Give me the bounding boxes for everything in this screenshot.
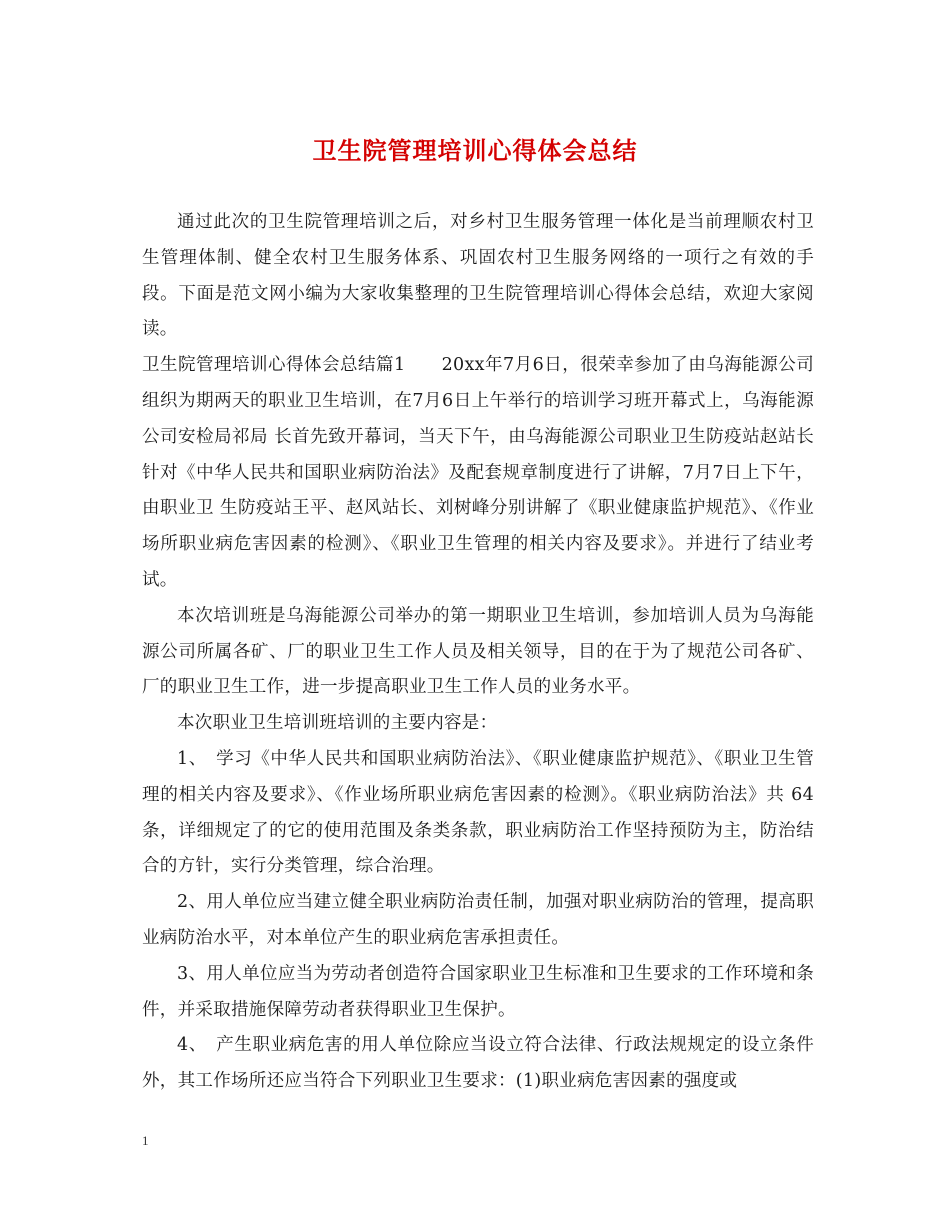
paragraph-main-content: 本次职业卫生培训班培训的主要内容是： bbox=[177, 713, 498, 734]
page-number: 1 bbox=[142, 1133, 149, 1148]
document-title: 卫生院管理培训心得体会总结 bbox=[312, 136, 638, 165]
paragraph-item-4: 4、 产生职业病危害的用人单位除应当设立符合法律、行政法规规定的设立条件外，其工作场所还应当符合下列职业卫生要求：(1)职业病危害因素的强度或 bbox=[142, 1035, 814, 1092]
document-body bbox=[142, 205, 814, 1100]
paragraph-item-1: 1、 学习《中华人民共和国职业病防治法》、《职业健康监护规范》、《职业卫生管理的相关内容及要求》、《作业场所职业病危害因素的检测》。《职业病防治法》共 64条，详细规定了的它的使用范围及条类条款，职业病防治工作坚持预防为主，防治结合的方针，实行分类管理，综合治理。 bbox=[142, 748, 814, 877]
paragraph-training-class: 本次培训班是乌海能源公司举办的第一期职业卫生培训，参加培训人员为乌海能源公司所属各矿、厂的职业卫生工作人员及相关领导，目的在于为了规范公司各矿、厂的职业卫生工作，进一步提高职业卫生工作人员的业务水平。 bbox=[142, 605, 814, 698]
paragraph-item-3: 3、用人单位应当为劳动者创造符合国家职业卫生标准和卫生要求的工作环境和条件，并采取措施保障劳动者获得职业卫生保护。 bbox=[142, 963, 814, 1020]
paragraph-intro: 通过此次的卫生院管理培训之后，对乡村卫生服务管理一体化是当前理顺农村卫生管理体制、健全农村卫生服务体系、巩固农村卫生服务网络的一项行之有效的手段。下面是范文网小编为大家收集整理的卫生院管理培训心得体会总结，欢迎大家阅读。 bbox=[142, 212, 814, 340]
paragraph-item-2: 2、用人单位应当建立健全职业病防治责任制，加强对职业病防治的管理，提高职业病防治水平，对本单位产生的职业病危害承担责任。 bbox=[142, 892, 814, 948]
paragraph-article-1: 卫生院管理培训心得体会总结篇1 20xx年7月6日，很荣幸参加了由乌海能源公司组织为期两天的职业卫生培训，在7月6日上午举行的培训学习班开幕式上，乌海能源公司安检局祁局 长首先致开幕词，当天下午，由乌海能源公司职业卫生防疫站赵站长针对《中华人民共和国职业病防治法》及配套规章制度进行了讲解，7月7日上下午，由职业卫 生防疫站王平、赵风站长、刘树峰分别讲解了《职业健康监护规范》、《作业场所职业病危害因素的检测》、《职业卫生管理的相关内容及要求》。并进行了结业考 试。 bbox=[142, 355, 814, 590]
